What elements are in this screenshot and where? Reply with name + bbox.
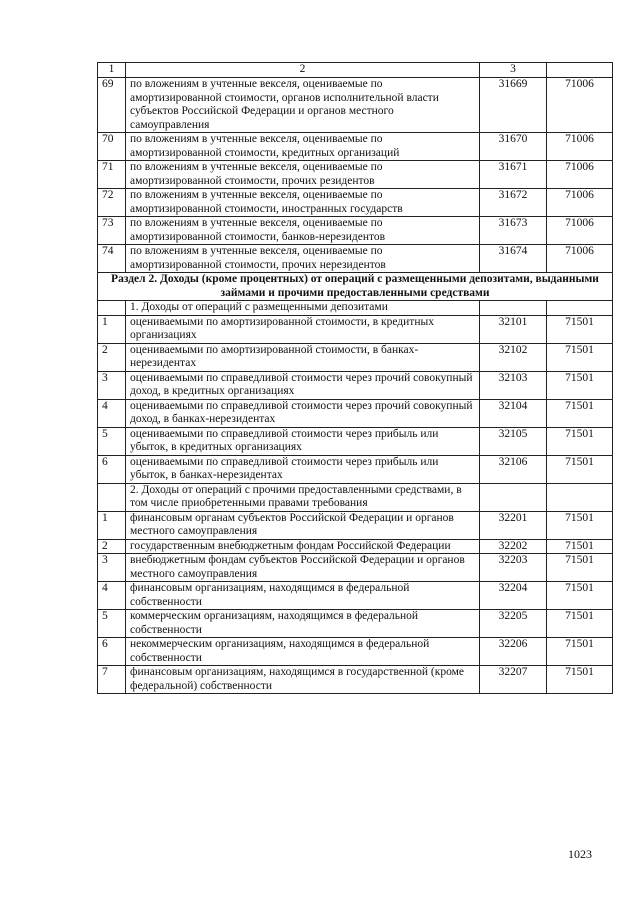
row-number: 71 <box>98 161 126 189</box>
table-row <box>98 399 613 427</box>
accounts-table <box>97 62 613 694</box>
row-code: 32101 <box>480 315 547 343</box>
row-account: 71501 <box>547 582 613 610</box>
row-account: 71501 <box>547 638 613 666</box>
row-description: коммерческим организациям, находящимся в федеральной собственности <box>126 610 480 638</box>
table-row <box>98 511 613 539</box>
row-account: 71006 <box>547 161 613 189</box>
row-number: 4 <box>98 582 126 610</box>
row-code: 32102 <box>480 343 547 371</box>
table-row <box>98 554 613 582</box>
row-number: 6 <box>98 638 126 666</box>
row-number: 3 <box>98 554 126 582</box>
row-code: 32106 <box>480 455 547 483</box>
row-account: 71006 <box>547 133 613 161</box>
empty-cell <box>547 301 613 316</box>
row-number: 4 <box>98 399 126 427</box>
table-row <box>98 133 613 161</box>
table-row <box>98 217 613 245</box>
header-col-2: 2 <box>126 63 480 78</box>
table-row <box>98 582 613 610</box>
row-description: по вложениям в учтенные векселя, оцениваемые по амортизированной стоимости, банков-нерезидентов <box>126 217 480 245</box>
row-account: 71501 <box>547 455 613 483</box>
row-number: 74 <box>98 245 126 273</box>
row-account: 71501 <box>547 343 613 371</box>
section-heading: Раздел 2. Доходы (кроме процентных) от операций с размещенными депозитами, выданными займами и прочими предоставленными средствами <box>98 273 613 301</box>
table-row <box>98 78 613 133</box>
table-row <box>98 315 613 343</box>
subsection-heading: 1. Доходы от операций с размещенными депозитами <box>126 301 480 316</box>
table-row <box>98 666 613 694</box>
row-description: по вложениям в учтенные векселя, оцениваемые по амортизированной стоимости, иностранных государств <box>126 189 480 217</box>
table-row <box>98 610 613 638</box>
row-number: 5 <box>98 610 126 638</box>
header-col-3: 3 <box>480 63 547 78</box>
table-row <box>98 455 613 483</box>
row-code: 31672 <box>480 189 547 217</box>
table-row <box>98 371 613 399</box>
table-row <box>98 638 613 666</box>
row-code: 32205 <box>480 610 547 638</box>
row-description: внебюджетным фондам субъектов Российской Федерации и органов местного самоуправления <box>126 554 480 582</box>
row-code: 31673 <box>480 217 547 245</box>
row-description: по вложениям в учтенные векселя, оцениваемые по амортизированной стоимости, прочих резидентов <box>126 161 480 189</box>
page-number: 1023 <box>568 847 592 861</box>
row-account: 71501 <box>547 399 613 427</box>
row-account: 71006 <box>547 189 613 217</box>
table-row <box>98 539 613 554</box>
row-code: 32104 <box>480 399 547 427</box>
table-row <box>98 161 613 189</box>
row-description: оцениваемыми по справедливой стоимости через прибыль или убыток, в банках-нерезидентах <box>126 455 480 483</box>
row-description: по вложениям в учтенные векселя, оцениваемые по амортизированной стоимости, кредитных организаций <box>126 133 480 161</box>
empty-cell <box>98 483 126 511</box>
empty-cell <box>480 301 547 316</box>
row-account: 71501 <box>547 554 613 582</box>
row-number: 2 <box>98 539 126 554</box>
row-account: 71501 <box>547 315 613 343</box>
row-number: 6 <box>98 455 126 483</box>
empty-cell <box>480 483 547 511</box>
row-code: 32204 <box>480 582 547 610</box>
row-code: 32202 <box>480 539 547 554</box>
subsection-heading: 2. Доходы от операций с прочими предоставленными средствами, в том числе приобретенными правами требования <box>126 483 480 511</box>
row-description: оцениваемыми по справедливой стоимости через прибыль или убыток, в кредитных организациях <box>126 427 480 455</box>
row-code: 31671 <box>480 161 547 189</box>
empty-cell <box>547 483 613 511</box>
row-description: государственным внебюджетным фондам Российской Федерации <box>126 539 480 554</box>
row-number: 73 <box>98 217 126 245</box>
row-number: 69 <box>98 78 126 133</box>
row-number: 70 <box>98 133 126 161</box>
row-description: некоммерческим организациям, находящимся в федеральной собственности <box>126 638 480 666</box>
row-code: 31674 <box>480 245 547 273</box>
row-code: 32203 <box>480 554 547 582</box>
row-number: 3 <box>98 371 126 399</box>
row-description: финансовым органам субъектов Российской Федерации и органов местного самоуправления <box>126 511 480 539</box>
row-number: 72 <box>98 189 126 217</box>
row-account: 71501 <box>547 427 613 455</box>
row-code: 32206 <box>480 638 547 666</box>
header-col-4 <box>547 63 613 78</box>
row-code: 32105 <box>480 427 547 455</box>
row-description: оцениваемыми по справедливой стоимости через прочий совокупный доход, в банках-нерезидентах <box>126 399 480 427</box>
row-code: 31669 <box>480 78 547 133</box>
row-account: 71501 <box>547 539 613 554</box>
subsection-row <box>98 301 613 316</box>
row-number: 1 <box>98 315 126 343</box>
header-col-1: 1 <box>98 63 126 78</box>
row-account: 71006 <box>547 217 613 245</box>
row-account: 71501 <box>547 610 613 638</box>
subsection-row <box>98 483 613 511</box>
table-row <box>98 343 613 371</box>
row-number: 1 <box>98 511 126 539</box>
row-description: по вложениям в учтенные векселя, оцениваемые по амортизированной стоимости, прочих нерезидентов <box>126 245 480 273</box>
row-description: оцениваемыми по амортизированной стоимости, в банках-нерезидентах <box>126 343 480 371</box>
row-description: по вложениям в учтенные векселя, оцениваемые по амортизированной стоимости, органов исполнительной власти субъектов Российской Федерации и органов местного самоуправления <box>126 78 480 133</box>
row-description: финансовым организациям, находящимся в федеральной собственности <box>126 582 480 610</box>
row-account: 71006 <box>547 78 613 133</box>
row-account: 71006 <box>547 245 613 273</box>
row-code: 31670 <box>480 133 547 161</box>
row-number: 7 <box>98 666 126 694</box>
table-row <box>98 245 613 273</box>
empty-cell <box>98 301 126 316</box>
row-account: 71501 <box>547 371 613 399</box>
row-account: 71501 <box>547 666 613 694</box>
table-row <box>98 189 613 217</box>
row-description: финансовым организациям, находящимся в государственной (кроме федеральной) собственности <box>126 666 480 694</box>
row-code: 32201 <box>480 511 547 539</box>
row-description: оцениваемыми по справедливой стоимости через прочий совокупный доход, в кредитных организациях <box>126 371 480 399</box>
table-row <box>98 427 613 455</box>
row-account: 71501 <box>547 511 613 539</box>
row-code: 32103 <box>480 371 547 399</box>
row-number: 5 <box>98 427 126 455</box>
row-code: 32207 <box>480 666 547 694</box>
section-heading-row <box>98 273 613 301</box>
header-row <box>98 63 613 78</box>
row-description: оцениваемыми по амортизированной стоимости, в кредитных организациях <box>126 315 480 343</box>
row-number: 2 <box>98 343 126 371</box>
